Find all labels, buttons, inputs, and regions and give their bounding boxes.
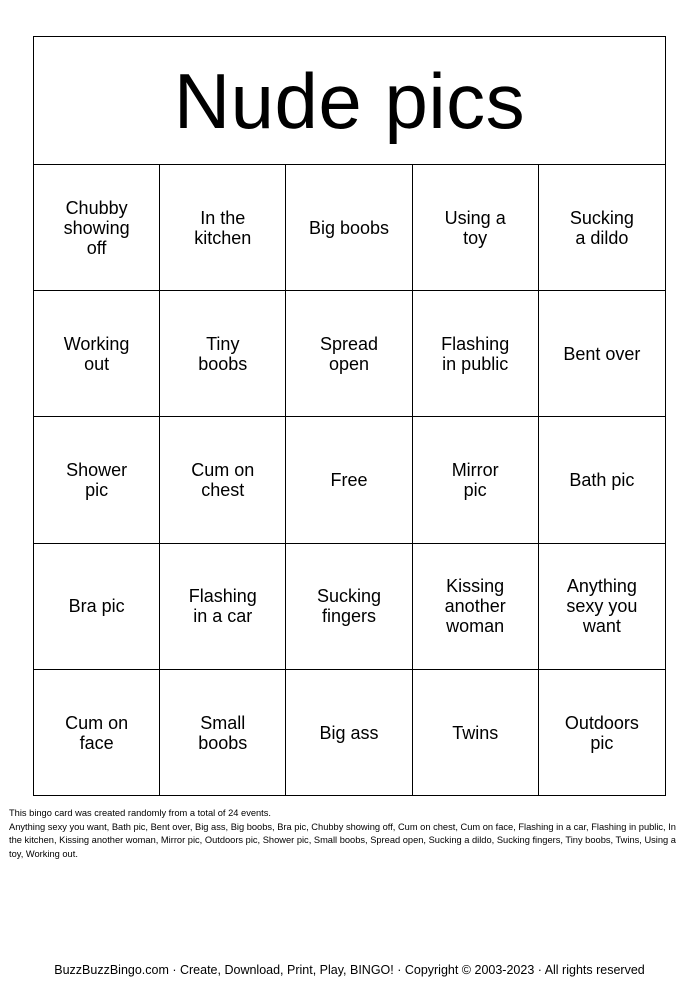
bingo-cell: Cum on chest [160,417,286,543]
bingo-cell: Outdoors pic [564,712,639,753]
note-summary: This bingo card was created randomly from a total of 24 events. [9,808,271,818]
bingo-cell: Sucking fingers [286,544,412,670]
bingo-cell: Bath pic [539,417,665,543]
bingo-cell: Flashing in public [413,291,539,417]
bingo-cell: Kissing another woman [413,544,539,670]
bingo-cell: Big ass [286,670,412,796]
bingo-cell: Mirror pic [413,417,539,543]
bingo-cell: Sucking a dildo [539,165,665,291]
bingo-cell: Working out [34,291,160,417]
bingo-cell: Tiny boobs [160,291,286,417]
bingo-cell: In the kitchen [160,165,286,291]
bingo-cell: Shower pic [34,417,160,543]
card-title: Nude pics [34,37,665,165]
bingo-cell: Using a toy [413,165,539,291]
bingo-card [33,36,666,796]
card-note [9,807,689,861]
note-event-list: Anything sexy you want, Bath pic, Bent over, Big ass, Big boobs, Bra pic, Chubby showing off, Cum on chest, Cum on face, Flashing in a car, Flashing in public, In the kitchen, Kissing another woman, Mirror pic, Outdoors pic, Shower pic, Small boobs, Spread open, Sucking a dildo, Sucking fingers, Tiny boobs, Twins, Using a toy, Working out. [9,821,676,859]
bingo-cell: Anything sexy you want [539,544,665,670]
bingo-cell: Bra pic [34,544,160,670]
page-footer: BuzzBuzzBingo.com · Create, Download, Print, Play, BINGO! · Copyright © 2003-2023 · All rights reserved [54,963,645,977]
bingo-cell: Twins [413,670,539,796]
bingo-grid [34,165,665,796]
bingo-cell: Small boobs [160,670,286,796]
bingo-cell: Cum on face [34,670,160,796]
bingo-cell: Spread open [286,291,412,417]
bingo-cell: Chubby showing off [34,165,160,291]
bingo-cell: Flashing in a car [160,544,286,670]
bingo-cell: Big boobs [286,165,412,291]
free-space-cell: Free [286,417,412,543]
bingo-cell: Bent over [539,291,665,417]
